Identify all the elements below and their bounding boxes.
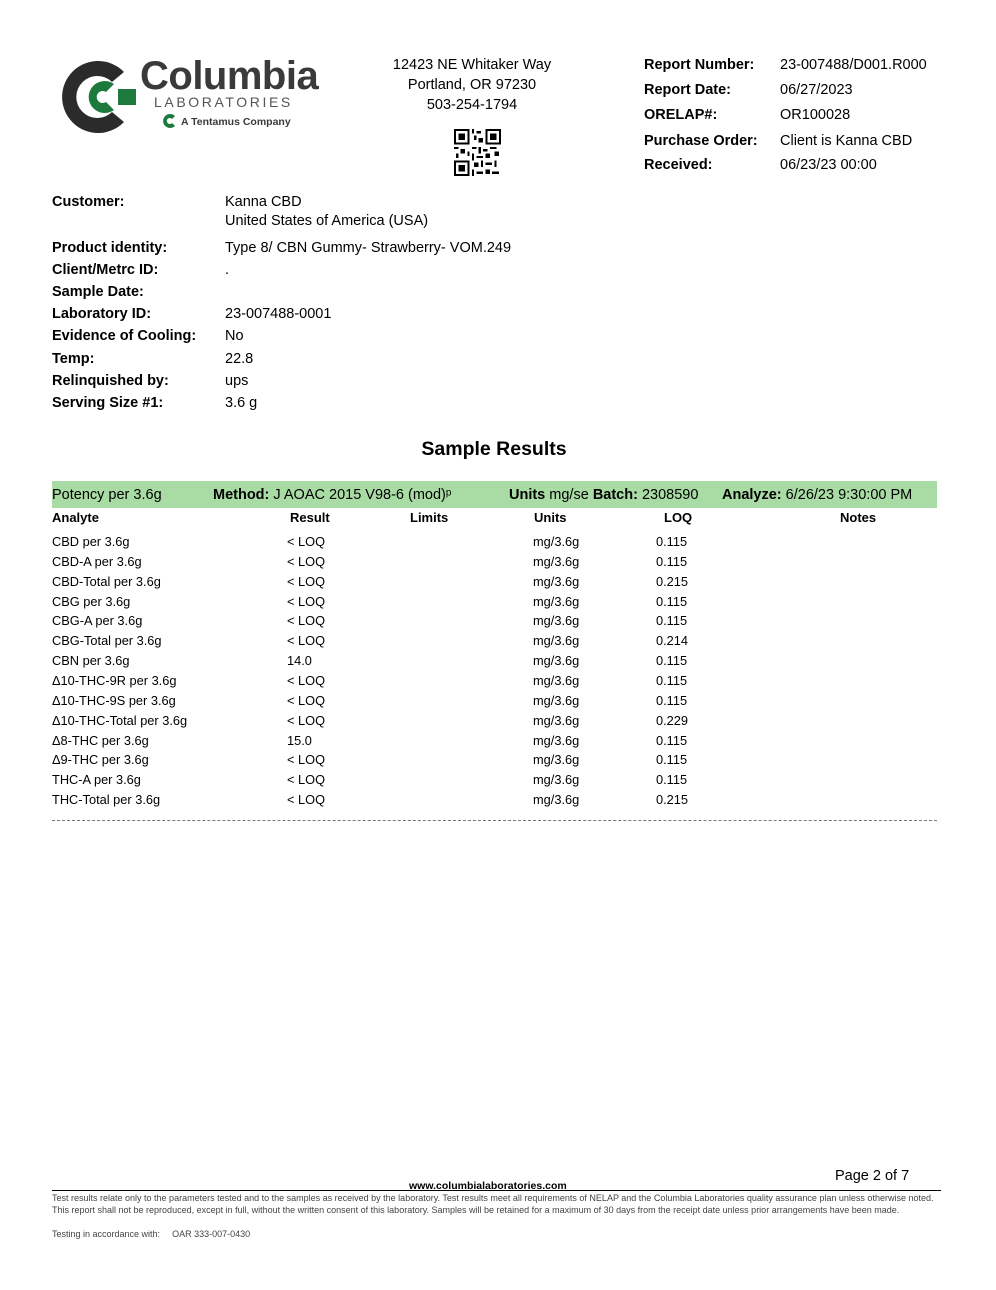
cell-units: mg/3.6g (533, 593, 580, 609)
cell-analyte: CBD-Total per 3.6g (52, 573, 161, 589)
report-field-label: Report Number: (644, 57, 755, 73)
cell-loq: 0.215 (656, 573, 689, 589)
cell-analyte: Δ9-THC per 3.6g (52, 752, 149, 768)
report-field-label: Purchase Order: (644, 133, 758, 149)
units-batch-info (509, 487, 698, 503)
cell-loq: 0.229 (656, 712, 689, 728)
cell-result: < LOQ (287, 772, 326, 788)
cell-units: mg/3.6g (533, 653, 580, 669)
cell-loq: 0.115 (656, 653, 688, 669)
testing-label: Testing in accordance with: (52, 1229, 161, 1239)
cell-units: mg/3.6g (533, 673, 580, 688)
customer-name: Kanna CBD (225, 194, 302, 210)
cell-units: mg/3.6g (533, 772, 580, 788)
cell-analyte: THC-A per 3.6g (52, 772, 141, 788)
units-label: Units (509, 487, 546, 503)
columbia-c-icon (54, 54, 138, 140)
cell-loq: 0.215 (656, 792, 689, 807)
logo-subtitle: LABORATORIES (154, 94, 293, 110)
cell-units: mg/3.6g (533, 692, 580, 708)
info-field-value: ups (225, 373, 249, 389)
cell-result: < LOQ (287, 633, 326, 649)
cell-units: mg/3.6g (533, 553, 580, 569)
report-field-value: OR100028 (780, 107, 851, 123)
footer-testing (52, 1229, 262, 1239)
cell-loq: 0.115 (656, 752, 688, 768)
analyze-info (722, 487, 912, 503)
column-header-limits: Limits (410, 510, 449, 525)
cell-units: mg/3.6g (533, 633, 580, 649)
batch-value: 2308590 (641, 487, 699, 503)
logo-tagline: A Tentamus Company (181, 116, 291, 128)
method-value: J AOAC 2015 V98-6 (mod)ᵖ (273, 487, 452, 503)
cell-units: mg/3.6g (533, 752, 580, 768)
cell-analyte: CBD per 3.6g (52, 534, 130, 549)
info-field-label: Sample Date: (52, 284, 144, 300)
footer-website: www.columbialaboratories.com (409, 1180, 567, 1192)
footer-disclaimer: Test results relate only to the parameters tested and to the samples as received by the laboratory. Test results meet all requirements of NELAP and the Columbia Laboratories quality assurance plan unless otherwise noted. This report shall not be reproduced, except in full, without the written consent of this laboratory. Samples will be retained for a maximum of 30 days from the receipt date unless prior arrangements have been made. (52, 1193, 934, 1216)
cell-loq: 0.115 (656, 534, 688, 549)
info-field-label: Serving Size #1: (52, 395, 164, 411)
cell-analyte: CBG-A per 3.6g (52, 613, 143, 629)
cell-analyte: Δ10-THC-Total per 3.6g (52, 712, 188, 728)
info-field-value: Type 8/ CBN Gummy- Strawberry- VOM.249 (225, 240, 512, 256)
cell-analyte: CBD-A per 3.6g (52, 553, 142, 569)
cell-analyte: THC-Total per 3.6g (52, 792, 161, 807)
cell-loq: 0.115 (656, 553, 688, 569)
column-header-analyte: Analyte (52, 510, 99, 525)
cell-loq: 0.115 (656, 613, 688, 629)
cell-result: < LOQ (287, 692, 326, 708)
cell-result: < LOQ (287, 613, 326, 629)
column-header-result: Result (290, 510, 330, 525)
report-field-label: Report Date: (644, 82, 732, 98)
cell-result: < LOQ (287, 792, 326, 807)
customer-country: United States of America (USA) (225, 213, 429, 229)
cell-loq: 0.115 (656, 772, 688, 788)
info-field-value: . (225, 262, 230, 278)
info-field-label: Temp: (52, 351, 95, 367)
info-field-value: 22.8 (225, 351, 254, 367)
info-field-label: Evidence of Cooling: (52, 328, 197, 344)
customer-label: Customer: (52, 194, 125, 210)
qr-code-icon (454, 129, 501, 176)
cell-units: mg/3.6g (533, 712, 580, 728)
cell-result: < LOQ (287, 593, 326, 609)
batch-label: Batch: (592, 487, 638, 503)
tentamus-icon (162, 113, 178, 129)
cell-analyte: Δ8-THC per 3.6g (52, 732, 149, 748)
cell-result: < LOQ (287, 673, 326, 688)
analyze-value: 6/26/23 9:30:00 PM (785, 487, 913, 503)
cell-result: < LOQ (287, 712, 326, 728)
cell-units: mg/3.6g (533, 732, 580, 748)
testing-value: OAR 333-007-0430 (172, 1229, 251, 1239)
cell-result: 14.0 (287, 653, 312, 669)
column-header-units: Units (534, 510, 567, 525)
cell-units: mg/3.6g (533, 573, 580, 589)
cell-analyte: CBN per 3.6g (52, 653, 130, 669)
section-title: Sample Results (421, 438, 567, 460)
cell-analyte: CBG-Total per 3.6g (52, 633, 162, 649)
info-field-value: No (225, 328, 244, 344)
info-field-value: 23-007488-0001 (225, 306, 332, 322)
report-field-value: 06/27/2023 (780, 82, 853, 98)
cell-loq: 0.115 (656, 673, 688, 688)
cell-result: 15.0 (287, 732, 312, 748)
company-logo (54, 54, 324, 144)
report-field-label: ORELAP#: (644, 107, 718, 123)
info-field-label: Product identity: (52, 240, 168, 256)
analyze-label: Analyze: (722, 487, 782, 503)
info-field-value: 3.6 g (225, 395, 258, 411)
potency-label: Potency per 3.6g (52, 487, 162, 503)
cell-analyte: Δ10-THC-9S per 3.6g (52, 692, 176, 708)
cell-result: < LOQ (287, 534, 326, 549)
cell-loq: 0.115 (656, 593, 688, 609)
lab-phone: 503-254-1794 (426, 97, 518, 113)
info-field-label: Client/Metrc ID: (52, 262, 159, 278)
cell-loq: 0.115 (656, 692, 688, 708)
page-number: Page 2 of 7 (835, 1168, 910, 1184)
column-header-notes: Notes (840, 510, 877, 525)
info-field-label: Relinquished by: (52, 373, 169, 389)
lab-address-line2: Portland, OR 97230 (407, 77, 537, 93)
cell-analyte: Δ10-THC-9R per 3.6g (52, 673, 177, 688)
report-field-value: 23-007488/D001.R000 (780, 57, 927, 73)
info-field-label: Laboratory ID: (52, 306, 152, 322)
cell-result: < LOQ (287, 553, 326, 569)
cell-loq: 0.214 (656, 633, 689, 649)
report-field-value: 06/23/23 00:00 (780, 157, 877, 173)
cell-loq: 0.115 (656, 732, 688, 748)
cell-units: mg/3.6g (533, 613, 580, 629)
method-info (213, 487, 451, 503)
report-field-label: Received: (644, 157, 713, 173)
cell-analyte: CBG per 3.6g (52, 593, 131, 609)
footer-divider (52, 1190, 941, 1191)
lab-address-line1: 12423 NE Whitaker Way (392, 57, 552, 73)
cell-units: mg/3.6g (533, 792, 580, 807)
method-label: Method: (213, 487, 270, 503)
logo-wordmark: Columbia (140, 54, 319, 98)
column-header-loq: LOQ (664, 510, 693, 525)
table-end-divider (52, 820, 937, 821)
report-field-value: Client is Kanna CBD (780, 133, 913, 149)
cell-units: mg/3.6g (533, 534, 580, 549)
cell-result: < LOQ (287, 752, 326, 768)
units-value: mg/se (549, 487, 589, 503)
cell-result: < LOQ (287, 573, 326, 589)
